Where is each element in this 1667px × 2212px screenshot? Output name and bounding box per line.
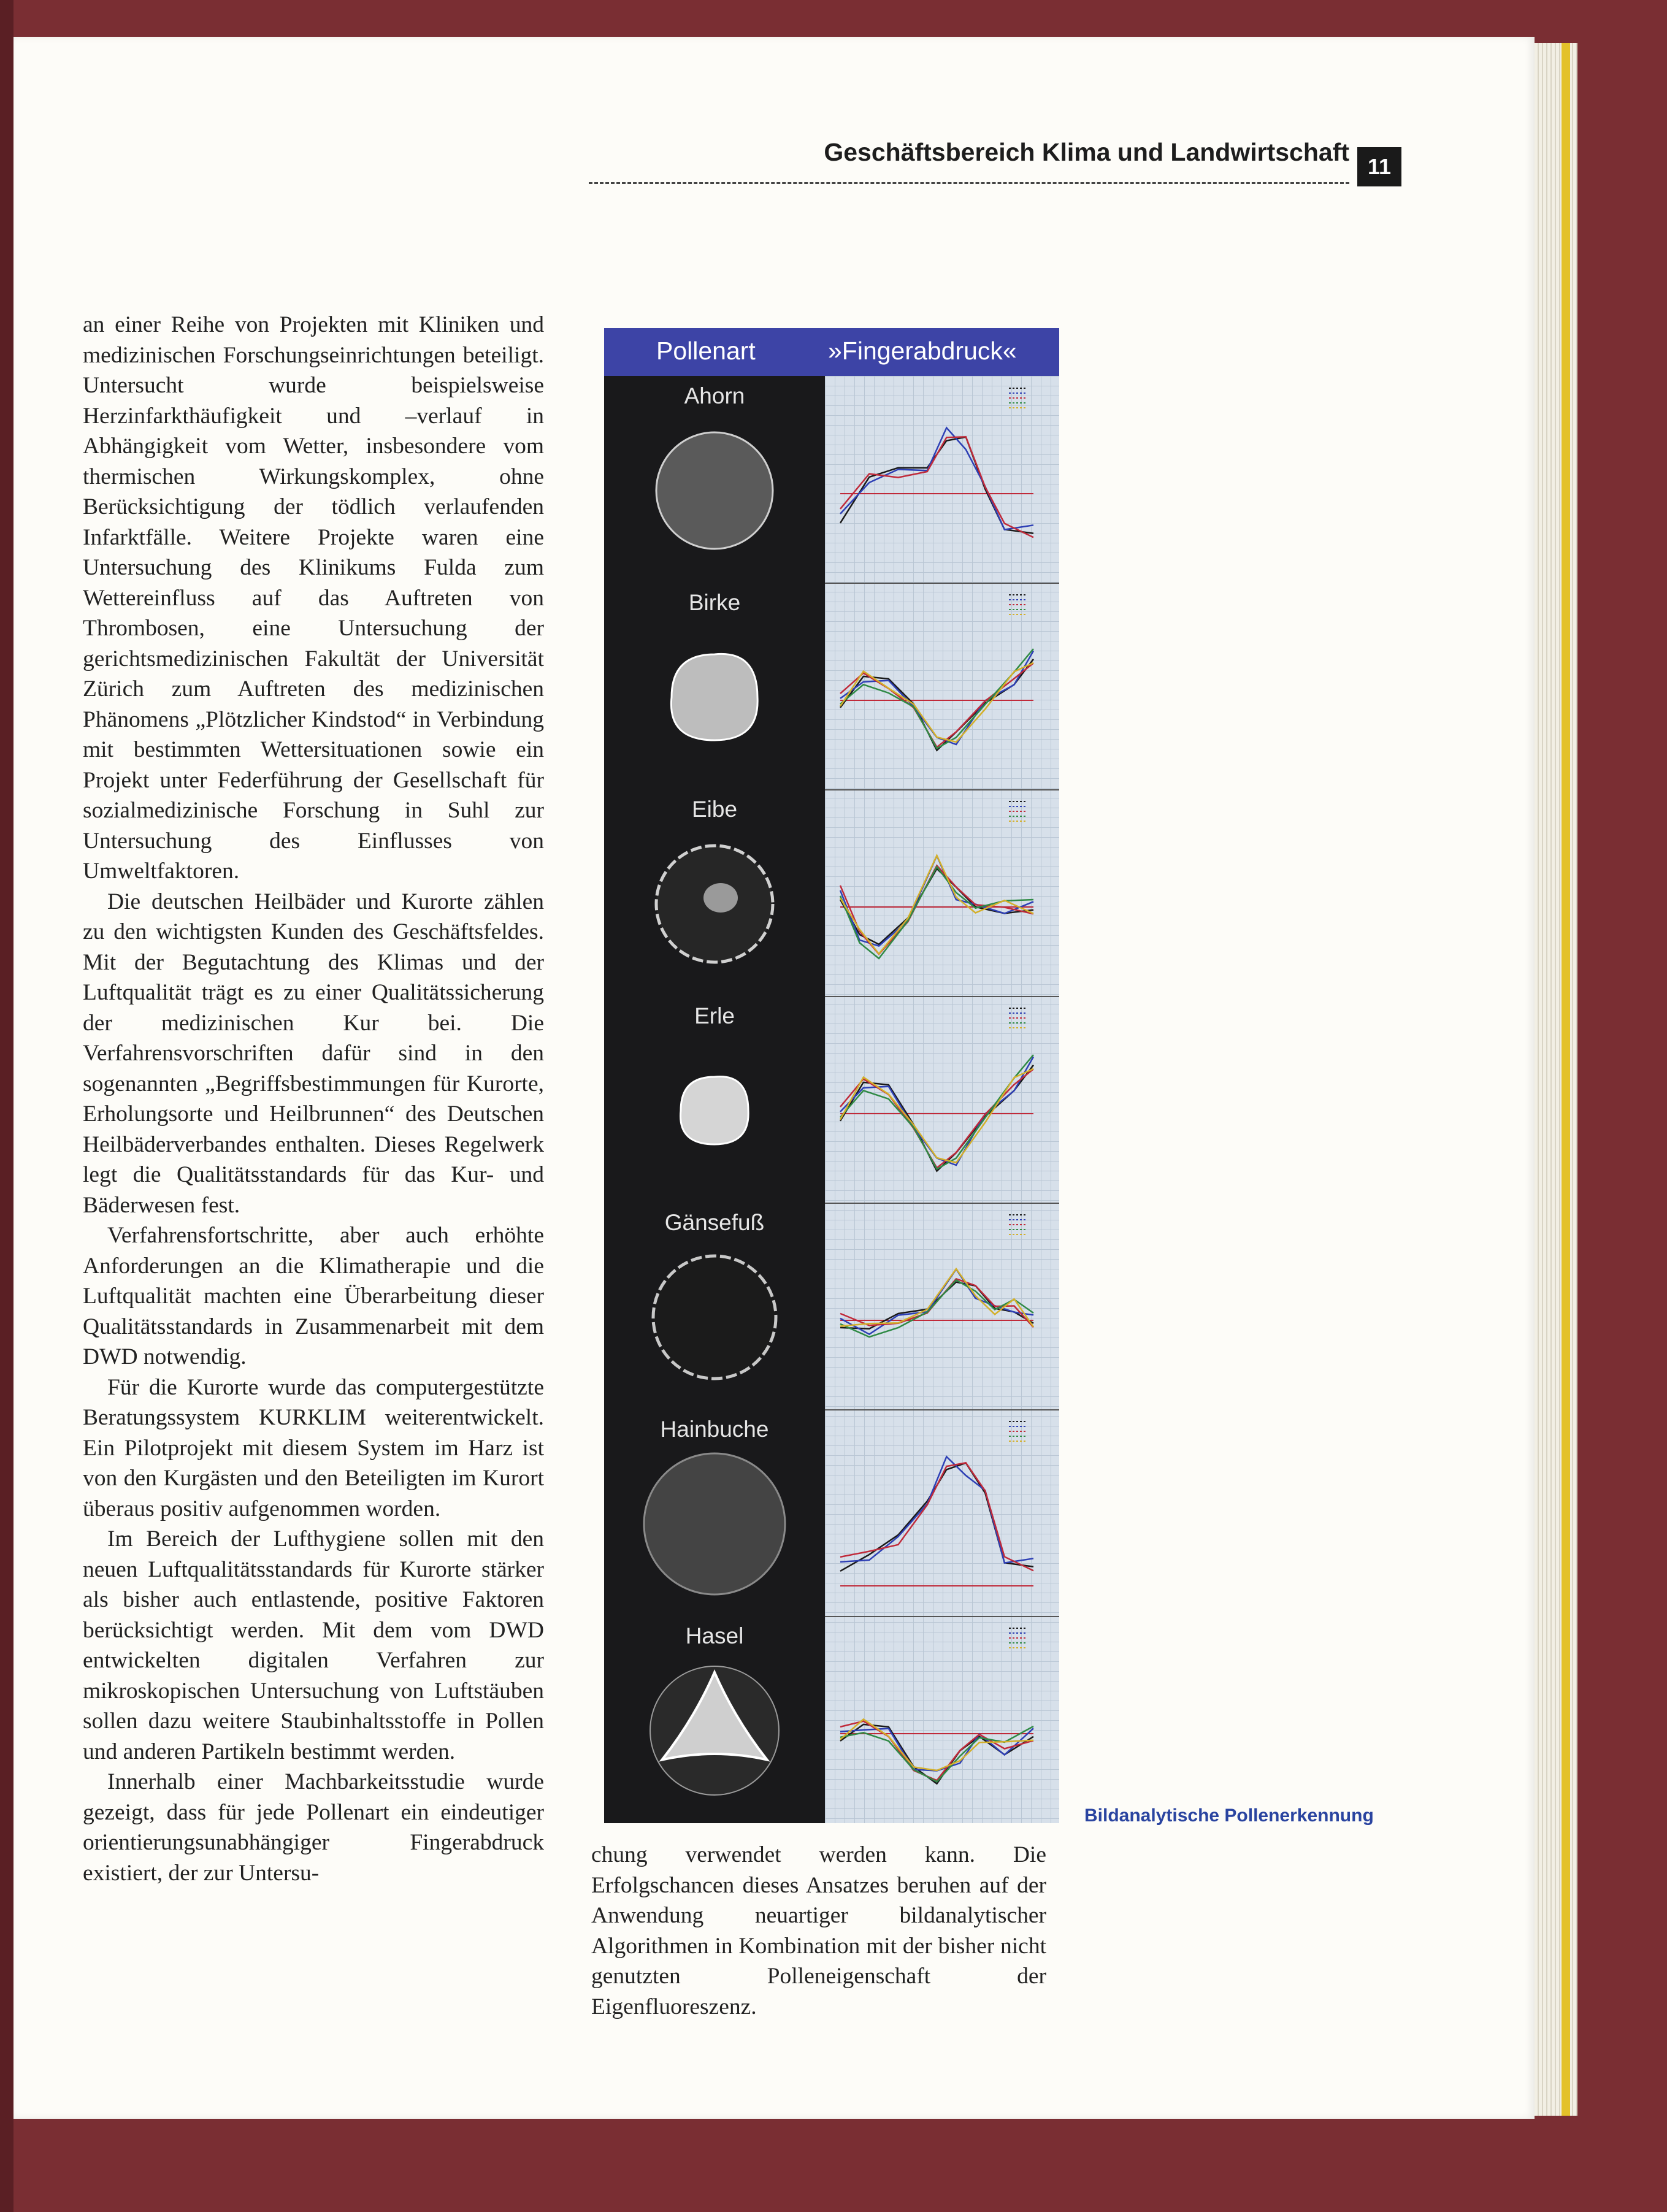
pollen-name: Hainbuche xyxy=(660,1417,769,1442)
pollen-row xyxy=(604,1616,1059,1823)
row-divider xyxy=(825,789,1059,790)
header-pollenart: Pollenart xyxy=(656,337,756,365)
pollen-row xyxy=(604,789,1059,996)
text-column-mid: chung verwendet werden kann. Die Erfolgschancen dieses Ansatzes beruhen auf der Anwendung neuartiger bildanalytischer Algorithmen in Kombination mit der bisher nicht genutzten Polleneigenschaft der Eigenfluoreszenz. xyxy=(591,1842,1046,2019)
figure-caption: Bildanalytische Pollenerkennung xyxy=(1084,1805,1374,1826)
pollen-row xyxy=(604,996,1059,1203)
pollen-name: Birke xyxy=(688,590,741,615)
fingerprint-curves xyxy=(825,996,1059,1203)
text-column-left xyxy=(83,310,544,1888)
pollen-grain-image xyxy=(629,621,800,780)
pollen-row xyxy=(604,1203,1059,1409)
pollen-name: Gänsefuß xyxy=(664,1210,765,1235)
pollen-row xyxy=(604,583,1059,789)
ribbon-marker xyxy=(1562,43,1570,2116)
pollen-row xyxy=(604,1409,1059,1616)
header-rule xyxy=(589,182,1349,184)
fingerprint-curves xyxy=(825,376,1059,583)
fingerprint-curves xyxy=(825,1409,1059,1616)
paragraph: Für die Kurorte wurde das computergestützte Beratungssystem KURKLIM weiterentwickelt. Ein Pilotprojekt mit diesem System im Harz ist von den Kurgästen und den Beteiligten im Kurort überaus positiv aufgenommen worden. xyxy=(83,1374,544,1521)
pollen-row xyxy=(604,376,1059,583)
row-divider xyxy=(825,996,1059,997)
row-divider xyxy=(825,583,1059,584)
pollen-grain-image xyxy=(629,1447,800,1607)
paragraph: Verfahrensfortschritte, aber auch erhöhte Anforderungen an die Klimatherapie und die Luftqualität machten eine Überarbeitung dieser Qualitätsstandards in Zusammenarbeit mit dem DWD notwendig. xyxy=(83,1223,544,1369)
row-divider xyxy=(825,1203,1059,1204)
pollen-name: Hasel xyxy=(685,1623,744,1648)
row-divider xyxy=(825,1616,1059,1617)
paragraph: an einer Reihe von Projekten mit Kliniken und medizinischen Forschungseinrichtungen beteiligt. Untersucht wurde beispielsweise Herzinfarkthäufigkeit und –verlauf in Abhängigkeit vom Wetter, insbesondere vom thermischen Wirkungskomplex, ohne Berücksichtigung der tödlich verlaufenden Infarktfälle. Weitere Projekte waren eine Untersuchung des Klinikums Fulda zum Wettereinfluss auf das Auftreten von Thrombosen, eine Untersuchung der gerichtsmedizinischen Fakultät der Universität Zürich zum Auftreten des medizinischen Phänomens „Plötzlicher Kindstod“ in Verbindung mit bestimmten Wettersituationen sowie ein Projekt unter Federführung der Gesellschaft für sozialmedizinische Forschung in Suhl zur Untersuchung des Einflusses von Umweltfaktoren. xyxy=(83,312,544,884)
fingerprint-curves xyxy=(825,1203,1059,1409)
paragraph: Innerhalb einer Machbarkeitsstudie wurde gezeigt, dass für jede Pollenart ein eindeutiger orientierungsunabhängiger Fingerabdruck existiert, der zur Untersu- xyxy=(83,1769,544,1886)
fingerprint-curves xyxy=(825,583,1059,789)
pollen-grain-image xyxy=(629,827,800,987)
fingerprint-curves xyxy=(825,789,1059,996)
pollen-figure xyxy=(604,328,1059,1823)
page-number: 11 xyxy=(1357,147,1401,186)
running-head: Geschäftsbereich Klima und Landwirtschaft xyxy=(824,138,1349,166)
paragraph: Im Bereich der Lufthygiene sollen mit den neuen Luftqualitätsstandards für Kurorte stärker als bisher auch entlastende, positive Faktoren berücksichtigt werden. Mit dem vom DWD entwickelten digitalen Verfahren zur mikroskopischen Untersuchung von Luftstäuben sollen dazu weitere Staubinhaltsstoffe in Pollen und anderen Partikeln bestimmt werden. xyxy=(83,1526,544,1764)
figure-body xyxy=(604,376,1059,1823)
book-cover-left xyxy=(0,0,13,2212)
figure-header xyxy=(604,328,1059,376)
pollen-name: Erle xyxy=(694,1003,735,1028)
pollen-name: Ahorn xyxy=(684,383,745,408)
paragraph: Die deutschen Heilbäder und Kurorte zählen zu den wichtigsten Kunden des Geschäftsfeldes. Mit der Begutachtung des Klimas und der Luftqualität trägt es zu einer Qualitätssicherung der medizinischen Kur bei. Die Verfahrensvorschriften dafür sind in den sogenannten „Begriffsbestimmungen für Kurorte, Erholungsorte und Heilbrunnen“ des Deutschen Heilbäderverbandes enthalten. Dieses Regelwerk legt die Qualitätsstandards für das Kur- und Bäderwesen fest. xyxy=(83,889,544,1218)
page-edges xyxy=(1535,43,1577,2116)
pollen-grain-image xyxy=(629,1241,800,1400)
pollen-name: Eibe xyxy=(691,797,738,822)
pollen-grain-image xyxy=(629,1654,800,1813)
fingerprint-curves xyxy=(825,1616,1059,1823)
pollen-grain-image xyxy=(629,1034,800,1193)
row-divider xyxy=(825,1409,1059,1410)
header-fingerabdruck: »Fingerabdruck« xyxy=(828,337,1017,365)
pollen-grain-image xyxy=(629,414,800,573)
